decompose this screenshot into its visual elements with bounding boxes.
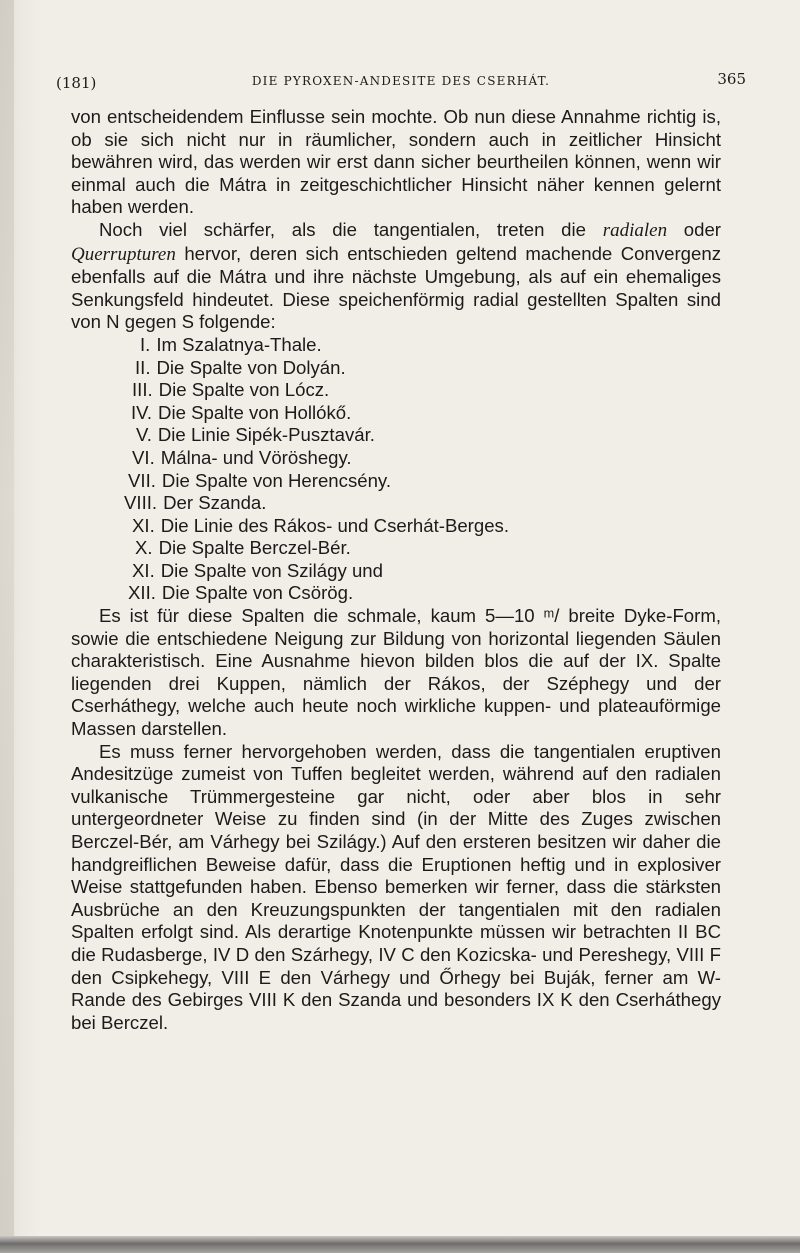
list-item-number: X. bbox=[135, 537, 153, 559]
list-item-text: Die Spalte von Dolyán. bbox=[156, 356, 346, 378]
list-item bbox=[71, 470, 721, 493]
paragraph-2-part-a: Noch viel schärfer, als die tangentialen, treten die bbox=[99, 218, 603, 240]
paragraph-2-part-c: hervor, deren sich entschieden geltend machende Convergenz ebenfalls auf die Mátra und ihre nächste Umgebung, als auf ein ehemaliges Senkungsfeld hindeutet. Diese speichenförmig radial gestellten Spalten sind von N gegen S folgende: bbox=[71, 242, 721, 333]
list-item-number: VI. bbox=[132, 446, 155, 468]
list-item bbox=[71, 537, 721, 560]
paragraph-1: von entscheidendem Einflusse sein mochte. Ob nun diese Annahme richtig is, ob sie sich nicht nur in räumlicher, sondern auch in zeitlicher Hinsicht bewähren wird, das werden wir erst dann sicher beurtheilen können, wenn wir einmal auch die Mátra in zeitgeschichtlicher Hinsicht näher kennen gelernt haben werden. bbox=[71, 106, 721, 218]
list-item-text: Die Linie des Rákos- und Cserhát-Berges. bbox=[160, 514, 510, 536]
list-item-number: VII. bbox=[128, 469, 156, 491]
list-item-number: I. bbox=[140, 333, 151, 355]
running-header bbox=[56, 70, 746, 100]
body-text bbox=[71, 106, 721, 1034]
list-item bbox=[71, 582, 721, 605]
page-edge-shadow bbox=[0, 0, 14, 1253]
list-item-text: Im Szalatnya-Thale. bbox=[156, 333, 322, 355]
list-item-text: Die Spalte Berczel-Bér. bbox=[158, 537, 351, 559]
list-item bbox=[71, 492, 721, 515]
list-item bbox=[71, 447, 721, 470]
list-item-text: Die Linie Sipék-Pusztavár. bbox=[157, 424, 375, 446]
list-item-text: Málna- und Vöröshegy. bbox=[160, 446, 352, 468]
list-item-number: XI. bbox=[132, 514, 155, 536]
paragraph-4: Es muss ferner hervorgehoben werden, dass die tangentialen eruptiven Andesitzüge zumeist von Tuffen begleitet werden, während auf den radialen vulkanische Trümmergesteine gar nicht, oder aber blos in sehr untergeordneter Weise zu finden sind (in der Mitte des Zuges zwischen Berczel-Bér, am Várhegy bei Szilágy.) Auf den ersteren besitzen wir daher die handgreiflichen Beweise dafür, dass die Eruptionen heftig und in explosiver Weise stattgefunden haben. Ebenso bemerken wir ferner, dass die stärksten Ausbrüche an den Kreuzungspunkten der tangentialen mit den radialen Spalten erfolgt sind. Als derartige Knotenpunkte müssen wir betrachten II BC die Rudasberge, IV D den Szárhegy, IV C den Kozicska- und Pereshegy, VIII F den Csipkehegy, VIII E den Várhegy und Őrhegy bei Buják, ferner am W-Rande des Gebirges VIII K den Szanda und besonders IX K den Cserháthegy bei Berczel. bbox=[71, 740, 721, 1033]
list-item-number: XII. bbox=[128, 582, 156, 604]
page-number-bracketed: (181) bbox=[56, 74, 97, 92]
list-item-number: VIII. bbox=[124, 492, 158, 514]
list-item bbox=[71, 424, 721, 447]
term-querrupturen: Querrupturen bbox=[71, 243, 176, 265]
paragraph-3: Es ist für diese Spalten die schmale, kaum 5—10 ᵐ/ breite Dyke-Form, sowie die entschiedene Neigung zur Bildung von horizontal liegenden Säulen charakteristisch. Eine Ausnahme hievon bilden blos die auf der IX. Spalte liegenden drei Kuppen, nämlich der Rákos, der Széphegy und der Cserháthegy, welche auch heute noch wirkliche kuppen- und plateauförmige Massen darstellen. bbox=[71, 605, 721, 740]
list-item-number: II. bbox=[135, 356, 151, 378]
paragraph-2-part-b: oder bbox=[667, 218, 721, 240]
list-item-text: Die Spalte von Szilágy und bbox=[160, 559, 383, 581]
fissure-list bbox=[71, 334, 721, 605]
list-item-number: III. bbox=[132, 379, 153, 401]
scan-bottom-edge bbox=[0, 1236, 800, 1253]
list-item-text: Die Spalte von Csörög. bbox=[161, 582, 354, 604]
list-item bbox=[71, 334, 721, 357]
page-number: 365 bbox=[717, 70, 746, 88]
running-title: DIE PYROXEN-ANDESITE DES CSERHÁT. bbox=[251, 74, 551, 88]
list-item-number: XI. bbox=[132, 559, 155, 581]
list-item bbox=[71, 515, 721, 538]
list-item-text: Die Spalte von Herencsény. bbox=[161, 469, 392, 491]
term-radialen: radialen bbox=[602, 219, 668, 241]
list-item bbox=[71, 379, 721, 402]
list-item bbox=[71, 357, 721, 380]
list-item-number: V. bbox=[136, 424, 152, 446]
list-item-text: Die Spalte von Lócz. bbox=[158, 379, 330, 401]
list-item-text: Der Szanda. bbox=[163, 492, 267, 514]
list-item-text: Die Spalte von Hollókő. bbox=[158, 401, 352, 423]
list-item-number: IV. bbox=[131, 401, 153, 423]
list-item bbox=[71, 560, 721, 583]
paragraph-2 bbox=[71, 219, 721, 334]
list-item bbox=[71, 402, 721, 425]
